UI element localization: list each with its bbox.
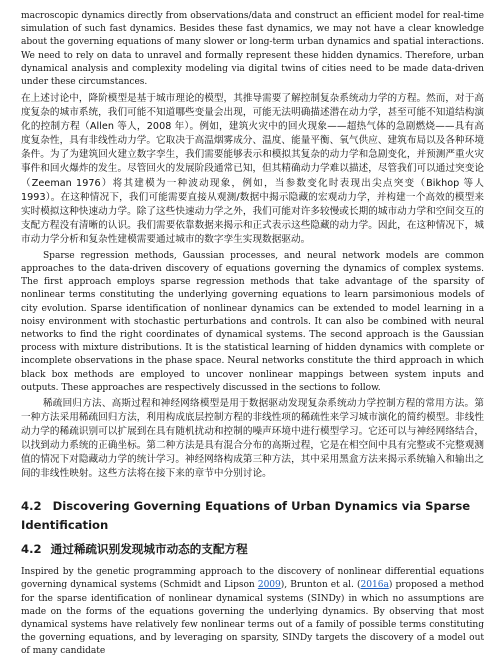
citation-link-2016a[interactable]: 2016a bbox=[360, 580, 389, 591]
section-heading-zh bbox=[21, 538, 484, 557]
section-heading-en bbox=[21, 495, 484, 533]
sindy-text-start: Inspired by the genetic programming approach to the discovery of nonlinear differential equations governing dynamical systems (Schmidt and Lipson bbox=[21, 567, 484, 591]
paragraph-en-intro-continued: macroscopic dynamics directly from observations/data and construct an efficient model for real-time simulation of such fast dynamics. Besides these fast dynamics, we may not have a clear knowledge about the governing equations of many slower or long-term urban dynamics and spatial interactions. We need to rely on data to unravel and formally represent these hidden dynamics. Therefore, urban dynamical analysis and complexity modeling via digital twins of cities need to be made data-driven under these circumstances. bbox=[21, 11, 484, 88]
sindy-text-mid: ), Brunton et al. ( bbox=[280, 580, 361, 591]
paragraph-en-sindy bbox=[21, 566, 484, 658]
section-number-zh: 4.2 bbox=[21, 542, 42, 557]
sindy-text-end: ) proposed a method for the sparse identification of nonlinear dynamical systems (SINDy) in which no assumptions are made on the forms of the equations governing the underlying dynamics. By observing that most dynamical systems have relatively few nonlinear terms out of a family of possible terms constituting the governing equations, and by leveraging on sparsity, SINDy targets the discovery of a model out of many candidate bbox=[21, 580, 484, 657]
citation-link-2009[interactable]: 2009 bbox=[257, 580, 281, 591]
paragraph-en-approaches: Sparse regression methods, Gaussian processes, and neural network models are common approaches to the data-driven discovery of equations governing the dynamics of complex systems. The first approach employs sparse regression methods that take advantage of the sparsity of nonlinear terms constituting the underlying governing equations to learn parsimonious models of city evolution. Sparse identification of nonlinear dynamics can be extended to model learning in a noisy environment with stochastic perturbations and controls. It can also be combined with neural networks to find the right coordinates of dynamical systems. The second approach is the Gaussian process with mixture distributions. It is the statistical learning of hidden dynamics with complete or incomplete observations in the phase space. Neural networks constitute the third approach in which black box methods are employed to uncover nonlinear mappings between system inputs and outputs. These approaches are respectively discussed in the sections to follow. bbox=[21, 250, 484, 393]
section-title-zh: 通过稀疏识别发现城市动态的支配方程 bbox=[50, 542, 248, 557]
section-title-en: Discovering Governing Equations of Urban Dynamics via Sparse Identification bbox=[21, 499, 471, 533]
section-number: 4.2 bbox=[21, 499, 42, 514]
paragraph-zh-approaches: 稀疏回归方法、高斯过程和神经网络模型是用于数据驱动发现复杂系统动力学控制方程的常用方法。第一种方法采用稀疏回归方法，利用构成底层控制方程的非线性项的稀疏性来学习城市演化的简约模型。非线性动力学的稀疏识别可以扩展到在具有随机扰动和控制的噪声环境中进行模型学习。它还可以与神经网络结合，以找到动力系统的正确坐标。第二种方法是具有混合分布的高斯过程，它是在相空间中具有完整或不完整观测值的情况下对隐藏动力学的统计学习。神经网络构成第三种方法，其中采用黑盒方法来揭示系统输入和输出之间的非线性映射。这些方法将在接下来的章节中分别讨论。 bbox=[21, 397, 484, 480]
paragraph-zh-intro: 在上述讨论中，降阶模型是基于城市理论的模型，其推导需要了解控制复杂系统动力学的方程。然而，对于高度复杂的城市系统，我们可能不知道哪些变量会出现，可能无法明确描述潜在动力学，甚至可能不知道结构演化的控制方程（Allen 等人，2008 年）。例如，建筑火灾中的回火现象——超热气体的急剧燃烧——具有高度复杂性，具有非线性动力学。它取决于高温烟雾成分、温度、能量平衡、氧气供应、建筑布局以及各种环境条件。为了为建筑回火建立数字孪生，我们需要能够表示和模拟其复杂的动力学和急剧变化，并预测严重火灾事件和回火爆炸的发生。尽管回火的发展阶段通常已知，但其精确动力学难以描述，尽管我们可以通过突变论（Zeeman 1976）将其建模为一种波动现象，例如，当参数变化时表现出尖点突变（Bikhop 等人 1993）。在这种情况下，我们可能需要直接从观测/数据中揭示隐藏的宏观动力学，并构建一个高效的模型来实时模拟这种快速动力学。除了这些快速动力学之外，我们可能对许多较慢或长期的城市动力学和空间交互的支配方程没有清晰的认识。我们需要依靠数据来揭示和正式表示这些隐藏的动力学。因此，在这种情况下，城市动力学分析和复杂性建模需要通过城市的数字孪生实现数据驱动。 bbox=[21, 93, 484, 245]
